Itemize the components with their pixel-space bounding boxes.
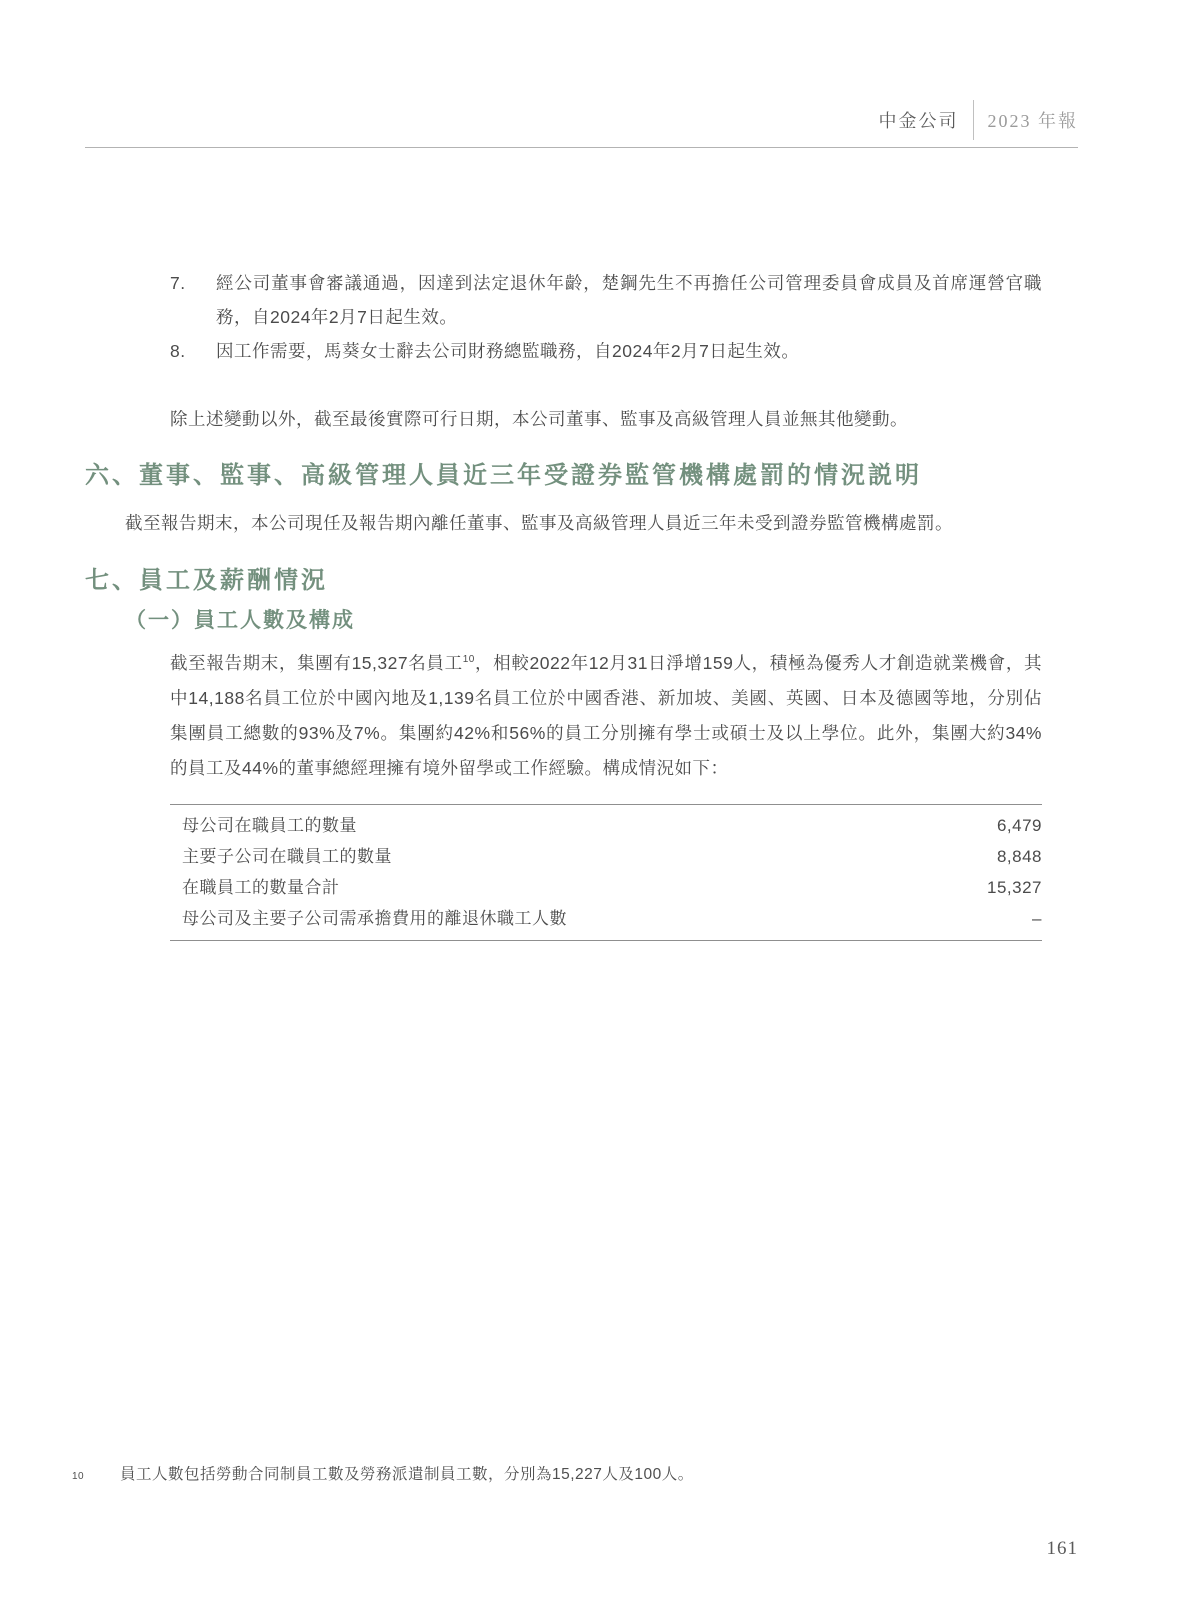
table-row — [170, 872, 1042, 903]
row-label: 母公司及主要子公司需承擔費用的離退休職工人數 — [182, 909, 567, 928]
row-label: 主要子公司在職員工的數量 — [182, 847, 392, 866]
footnote-text: 員工人數包括勞動合同制員工數及勞務派遣制員工數，分別為15,227人及100人。 — [120, 1466, 694, 1483]
section-seven-subtitle: （一）員工人數及構成 — [125, 609, 355, 632]
footnote-reference: 10 — [462, 654, 475, 666]
paragraph-text-before-footnote: 截至報告期末，集團有15,327名員工 — [170, 653, 463, 673]
table-row — [170, 903, 1042, 934]
row-value: 8,848 — [996, 847, 1042, 866]
report-edition: 2023 年報 — [987, 111, 1078, 131]
section-six-body: 截至報告期末，本公司現任及報告期內離任董事、監事及高級管理人員近三年未受到證券監管機構處罰。 — [125, 513, 953, 533]
running-header — [85, 100, 1078, 140]
list-item-number: 8. — [170, 341, 186, 361]
header-rule — [85, 147, 1078, 148]
row-value: 15,327 — [987, 878, 1042, 897]
header-divider — [973, 100, 974, 140]
row-value: – — [1032, 909, 1042, 928]
list-item-8 — [170, 334, 1042, 368]
closing-paragraph: 除上述變動以外，截至最後實際可行日期，本公司董事、監事及高級管理人員並無其他變動。 — [170, 409, 908, 429]
footnote-marker: 10 — [72, 1471, 85, 1482]
section-seven-paragraph — [170, 646, 1042, 786]
section-six-title: 六、董事、監事、高級管理人員近三年受證券監管機構處罰的情況説明 — [85, 462, 922, 489]
footnote — [72, 1462, 1032, 1490]
list-item-number: 7. — [170, 273, 186, 293]
list-item-text: 因工作需要，馬葵女士辭去公司財務總監職務，自2024年2月7日起生效。 — [216, 341, 800, 361]
table-row — [170, 841, 1042, 872]
row-value: 6,479 — [996, 816, 1042, 835]
table-row — [170, 810, 1042, 841]
staff-composition-table — [170, 804, 1042, 941]
company-name: 中金公司 — [878, 111, 959, 131]
paragraph-text-after-footnote: ，相較2022年12月31日淨增159人，積極為優秀人才創造就業機會，其中14,188名員工位於中國內地及1,139名員工位於中國香港、新加坡、美國、英國、日本及德國等地，分別佔集團員工總數的93%及7%。集團約42%和56%的員工分別擁有學士或碩士及以上學位。此外，集團大約34%的員工及44%的董事總經理擁有境外留學或工作經驗。構成情況如下： — [170, 653, 1042, 778]
row-label: 母公司在職員工的數量 — [182, 816, 357, 835]
list-item-text: 經公司董事會審議通過，因達到法定退休年齡，楚鋼先生不再擔任公司管理委員會成員及首席運營官職務，自2024年2月7日起生效。 — [216, 273, 1042, 327]
section-seven-title: 七、員工及薪酬情況 — [85, 567, 328, 594]
list-item-7 — [170, 266, 1042, 334]
row-label: 在職員工的數量合計 — [182, 878, 340, 897]
page-number: 161 — [1046, 1538, 1078, 1559]
